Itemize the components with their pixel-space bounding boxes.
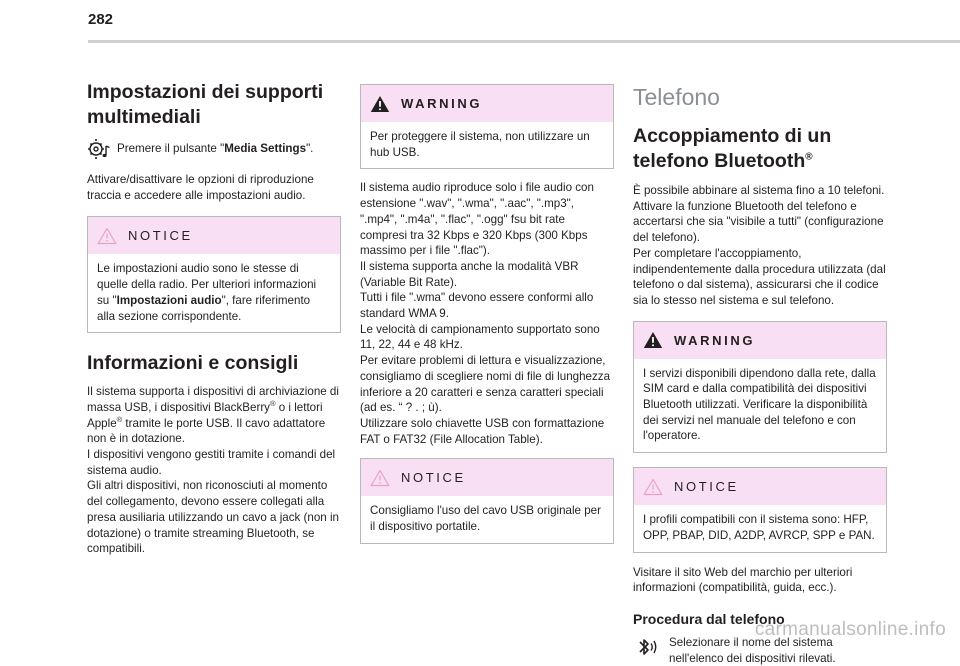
notice-box-profiles bbox=[633, 467, 887, 552]
visit-website-text: Visitare il sito Web del marchio per ulteriori informazioni (compatibilità, guida, ecc.). bbox=[633, 565, 853, 595]
registered-mark: ® bbox=[269, 399, 276, 409]
notice-icon bbox=[643, 478, 663, 496]
warning-body: I servizi disponibili dipendono dalla rete, dalla SIM card e dalla compatibilità dei dispositivi Bluetooth utilizzati. Verificare la disponibilità dei servizi nel manuale del telefono e con l'operatore. bbox=[643, 366, 876, 443]
column-2 bbox=[360, 84, 614, 544]
info-paragraph-3: Gli altri dispositivi, non riconosciuti al momento del collegamento, devono essere collegati alla presa ausiliaria utilizzando un cavo a jack (non in dotazione) o tramite streaming Bluetooth, se compatibili. bbox=[87, 479, 339, 556]
notice-body: I profili compatibili con il sistema sono: HFP, OPP, PBAP, DID, A2DP, AVRCP, SPP e PAN. bbox=[643, 513, 875, 542]
info-paragraph-2: I dispositivi vengono gestiti tramite i comandi del sistema audio. bbox=[87, 448, 336, 477]
format-paragraph-3: Tutti i file ".wma" devono essere conformi allo standard WMA 9. bbox=[360, 291, 594, 321]
registered-mark: ® bbox=[116, 414, 123, 424]
registered-mark: ® bbox=[805, 151, 813, 163]
notice-icon bbox=[97, 227, 117, 245]
info-text-b: o i lettori Apple bbox=[87, 400, 323, 430]
notice-header bbox=[88, 217, 340, 254]
column-3 bbox=[633, 82, 887, 666]
notice-header bbox=[361, 459, 613, 496]
procedure-text: Selezionare il nome del sistema nell'elenco dei dispositivi rilevati. bbox=[669, 635, 836, 665]
notice-text-post: ", fare riferimento alla sezione corrispondente. bbox=[97, 293, 311, 323]
format-paragraph-2: Il sistema supporta anche la modalità VBR (Variable Bit Rate). bbox=[360, 259, 579, 289]
warning-body: Per proteggere il sistema, non utilizzare un hub USB. bbox=[370, 130, 590, 159]
pairing-info bbox=[633, 183, 887, 309]
info-text-c: tramite le porte USB. Il cavo adattatore non è in dotazione. bbox=[87, 416, 326, 446]
warning-title: WARNING bbox=[401, 96, 483, 111]
media-settings-text: Attivare/disattivare le opzioni di riproduzione traccia e accedere alle impostazioni audio. bbox=[87, 173, 314, 202]
pairing-paragraph-2: Attivare la funzione Bluetooth del telefono e accertarsi che sia "visibile a tutti" (configurazione del telefono). bbox=[633, 199, 884, 245]
notice-body bbox=[88, 254, 340, 332]
notice-body: Consigliamo l'uso del cavo USB originale per il dispositivo portatile. bbox=[370, 504, 601, 534]
header-rule bbox=[88, 40, 960, 43]
warning-title: WARNING bbox=[674, 332, 756, 348]
bluetooth-pairing-title bbox=[633, 124, 887, 174]
notice-text-pre: Le impostazioni audio sono le stesse di quelle della radio. Per ulteriori informazioni su " bbox=[97, 262, 317, 307]
warning-icon bbox=[643, 331, 663, 349]
notice-title: NOTICE bbox=[674, 479, 739, 495]
notice-box-audio bbox=[87, 216, 341, 333]
format-paragraph-6: Utilizzare solo chiavette USB con formattazione FAT o FAT32 (File Allocation Table). bbox=[360, 416, 605, 446]
warning-header bbox=[634, 322, 886, 359]
pairing-title-text: Accoppiamento di un telefono Bluetooth bbox=[633, 125, 832, 172]
info-tips-title: Informazioni e consigli bbox=[87, 352, 299, 375]
pairing-paragraph-1: È possibile abbinare al sistema fino a 10 telefoni. bbox=[633, 184, 885, 197]
watermark: carmanualsonline.info bbox=[754, 619, 946, 640]
pairing-paragraph-3: Per completare l'accoppiamento, indipendentemente dalla procedura utilizzata (dal telefono o dal sistema), assicurarsi che il codice sia lo stesso nel sistema e sul telefono. bbox=[633, 246, 886, 307]
instruction-suffix: ". bbox=[306, 142, 314, 155]
media-settings-title: Impostazioni dei supporti multimediali bbox=[87, 81, 324, 128]
warning-box-services bbox=[633, 321, 887, 454]
audio-settings-label: Impostazioni audio bbox=[116, 293, 222, 307]
media-settings-label: Media Settings bbox=[224, 142, 307, 155]
notice-title: NOTICE bbox=[128, 228, 193, 244]
page-number: 282 bbox=[88, 11, 114, 28]
format-paragraph-5: Per evitare problemi di lettura e visualizzazione, consigliamo di scegliere nomi di file di lunghezza inferiore a 20 caratteri e senza caratteri speciali (ad es. “ ? . ; ù). bbox=[360, 354, 611, 415]
notice-icon bbox=[370, 469, 390, 487]
format-paragraph-4: Le velocità di campionamento supportato sono 11, 22, 44 e 48 kHz. bbox=[360, 322, 600, 352]
notice-box-usb-cable bbox=[360, 458, 614, 543]
warning-header bbox=[361, 85, 613, 122]
format-paragraph-1: Il sistema audio riproduce solo i file audio con estensione ".wav", ".wma", ".aac", ".mp3", ".mp4", ".m4a", ".flac", ".ogg" fsu bit rate compresi tra 32 Kbps e 320 Kbps (300 Kbps massimo per i file ".flac"). bbox=[360, 181, 594, 258]
audio-format-info bbox=[360, 180, 614, 447]
info-paragraph-1 bbox=[87, 384, 341, 447]
procedure-title: Procedura dal telefono bbox=[633, 610, 785, 627]
media-settings-instruction bbox=[87, 138, 341, 162]
notice-header bbox=[634, 468, 886, 505]
warning-box-usb bbox=[360, 84, 614, 169]
telephone-section-title: Telefono bbox=[633, 84, 720, 110]
notice-title: NOTICE bbox=[401, 470, 466, 486]
media-settings-icon bbox=[87, 138, 117, 162]
warning-icon bbox=[370, 95, 390, 113]
info-text-a: Il sistema supporta i dispositivi di archiviazione di massa USB, i dispositivi BlackBerry bbox=[87, 385, 339, 414]
bluetooth-icon bbox=[633, 635, 669, 659]
column-1 bbox=[87, 80, 341, 557]
instruction-prefix: Premere il pulsante " bbox=[117, 142, 225, 155]
